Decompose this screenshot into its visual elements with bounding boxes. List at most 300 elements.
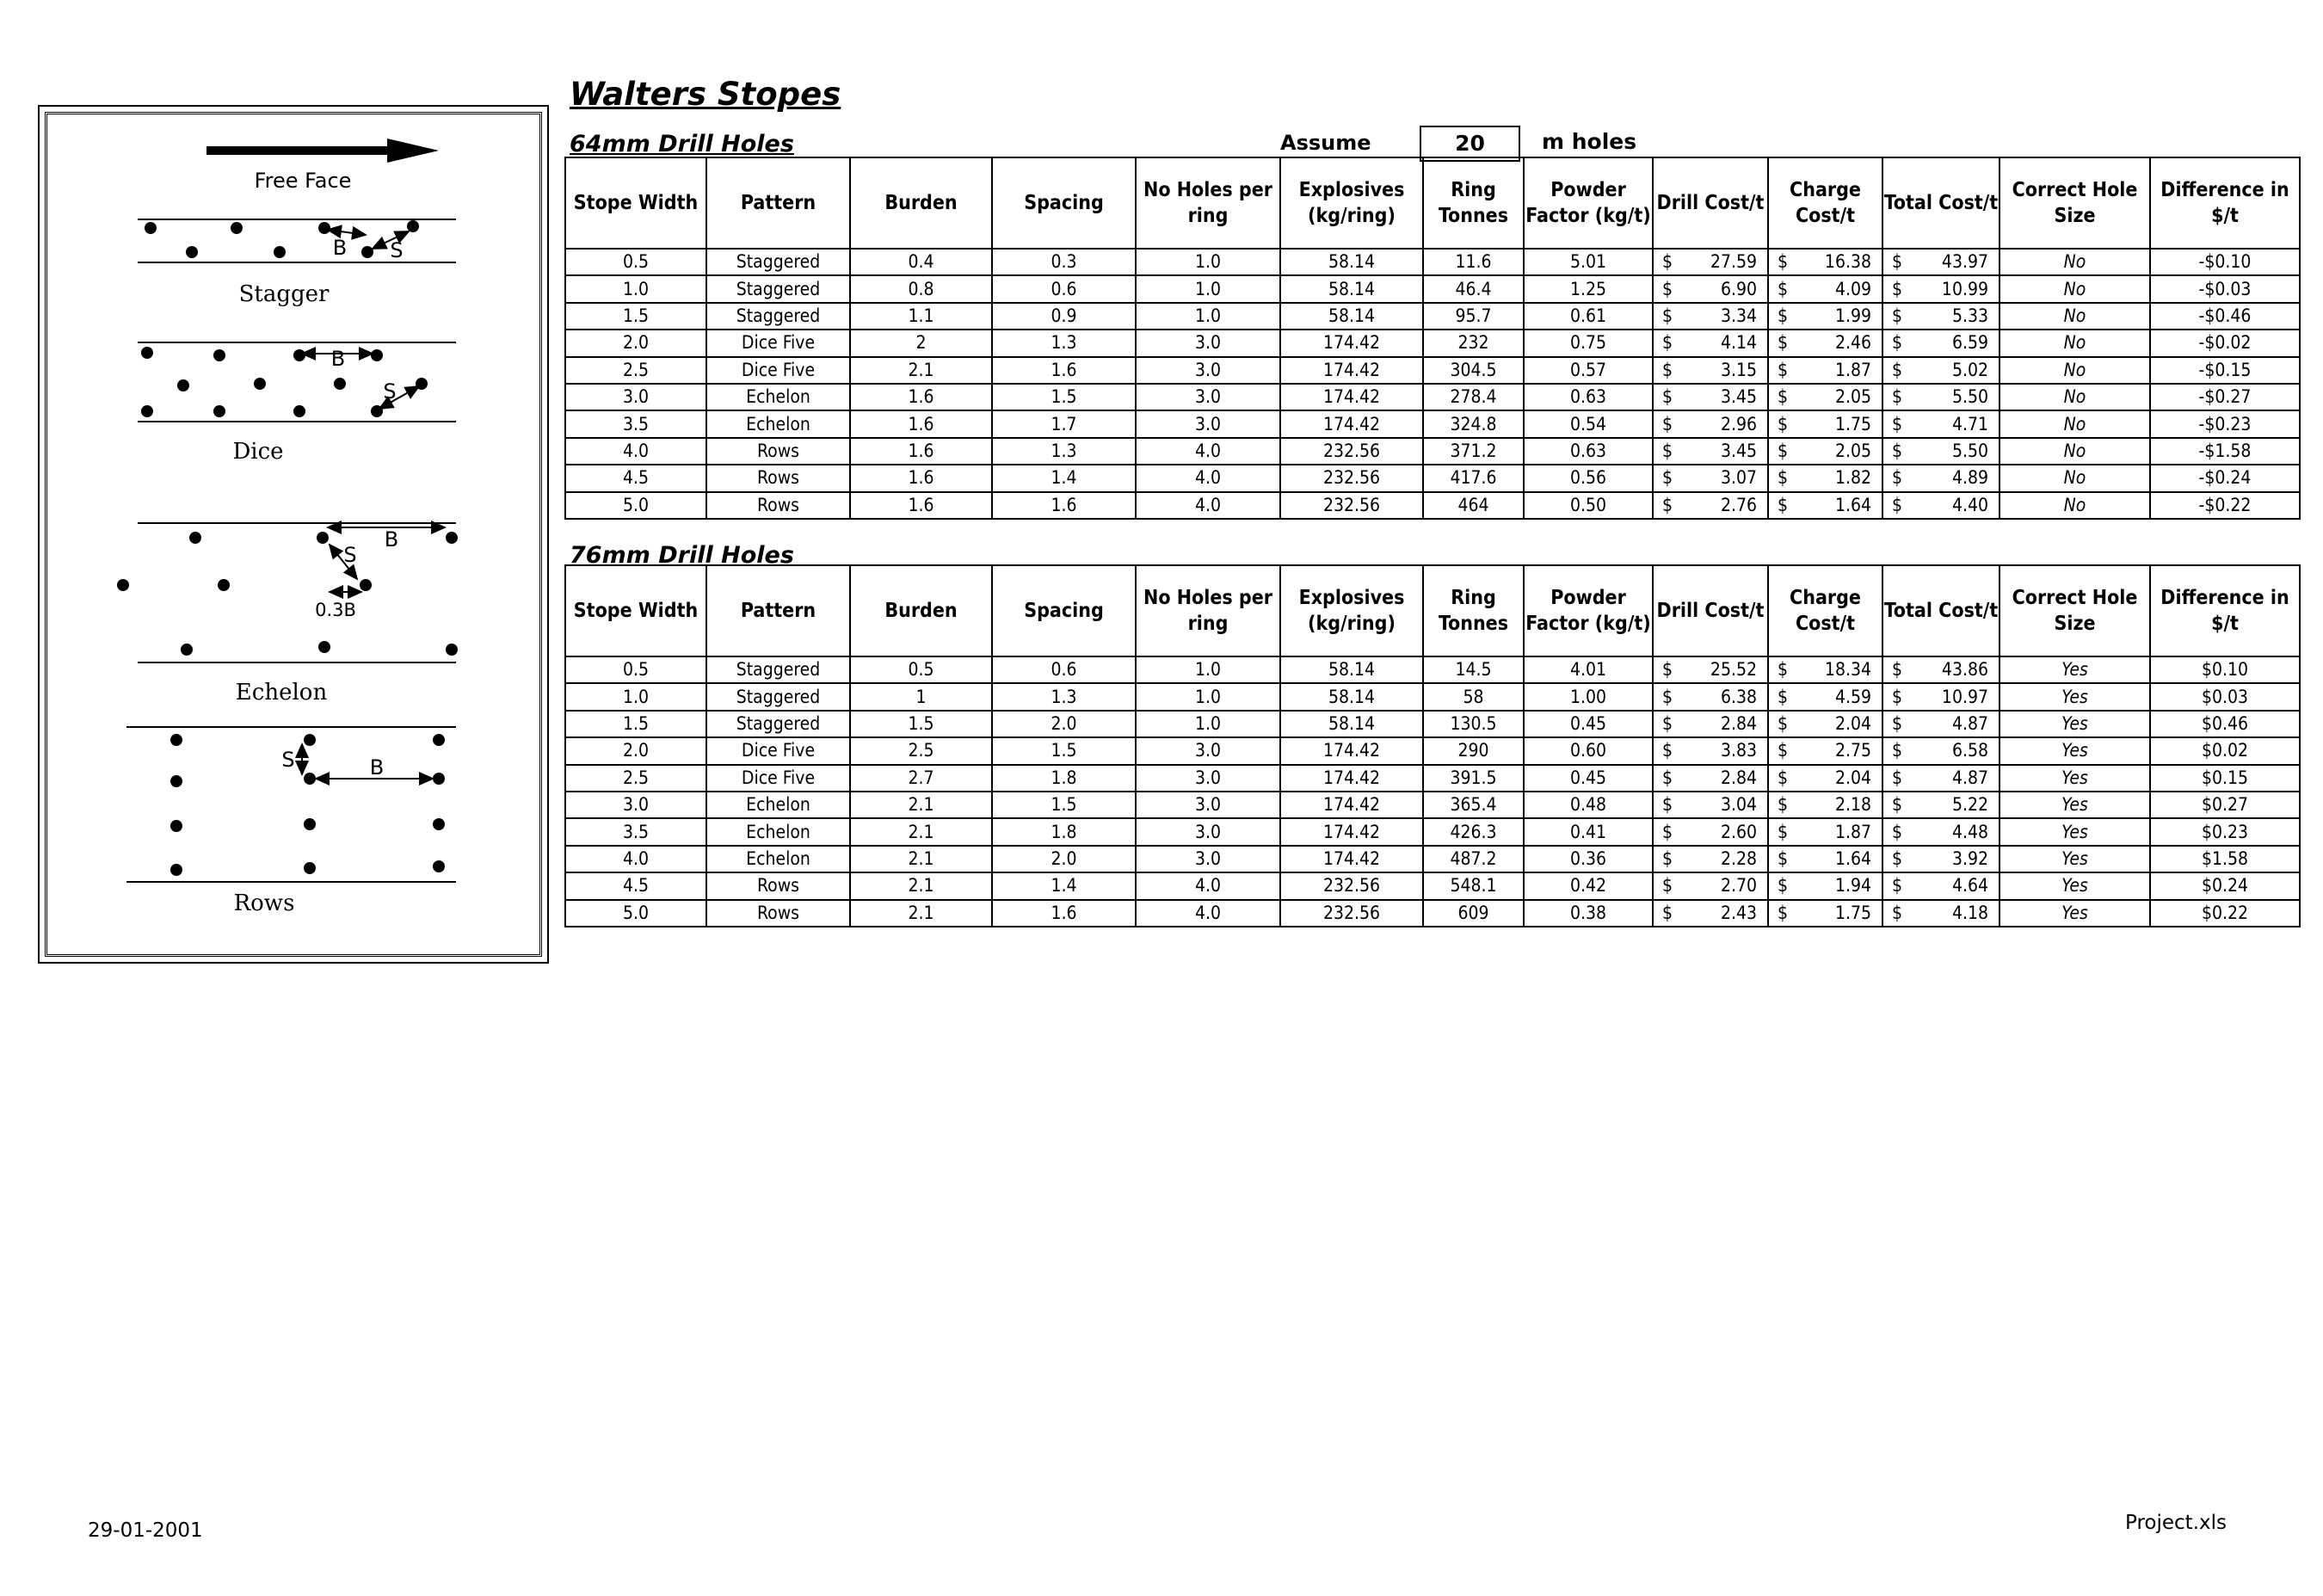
- cell-powder-factor[interactable]: 0.54: [1524, 410, 1653, 437]
- cell-stope-width[interactable]: 4.5: [565, 872, 706, 899]
- cell-correct-hole-size[interactable]: No: [2000, 303, 2150, 330]
- cell-total-cost[interactable]: [1882, 818, 2000, 845]
- cell-drill-cost[interactable]: [1653, 330, 1768, 356]
- cell-total-cost[interactable]: [1882, 683, 2000, 710]
- cell-burden[interactable]: 1.6: [850, 384, 992, 410]
- cell-correct-hole-size[interactable]: Yes: [2000, 900, 2150, 927]
- cell-correct-hole-size[interactable]: Yes: [2000, 792, 2150, 818]
- cell-total-cost[interactable]: [1882, 303, 2000, 330]
- cell-pattern[interactable]: Dice Five: [706, 330, 850, 356]
- cell-difference[interactable]: $0.27: [2150, 792, 2300, 818]
- cell-pattern[interactable]: Rows: [706, 900, 850, 927]
- currency-symbol: $: [1892, 413, 1903, 434]
- cell-drill-cost[interactable]: [1653, 711, 1768, 737]
- cell-charge-cost[interactable]: [1768, 357, 1882, 384]
- cell-holes-per-ring[interactable]: 3.0: [1136, 818, 1280, 845]
- cell-holes-per-ring[interactable]: 1.0: [1136, 303, 1280, 330]
- dice-spacing-symbol: S: [383, 379, 397, 404]
- cell-value: 10.99: [1941, 278, 1988, 299]
- cell-charge-cost[interactable]: [1768, 711, 1882, 737]
- cell-value: 3.45: [1720, 386, 1757, 408]
- cell-holes-per-ring[interactable]: 3.0: [1136, 846, 1280, 872]
- cell-charge-cost[interactable]: [1768, 872, 1882, 899]
- cell-difference[interactable]: $0.23: [2150, 818, 2300, 845]
- cell-charge-cost[interactable]: [1768, 792, 1882, 818]
- cell-burden[interactable]: 1.6: [850, 465, 992, 491]
- cell-correct-hole-size[interactable]: No: [2000, 249, 2150, 275]
- cell-pattern[interactable]: Echelon: [706, 792, 850, 818]
- cell-total-cost[interactable]: [1882, 357, 2000, 384]
- cell-total-cost[interactable]: [1882, 792, 2000, 818]
- cell-correct-hole-size[interactable]: Yes: [2000, 765, 2150, 792]
- cell-burden[interactable]: 1.6: [850, 492, 992, 519]
- cell-drill-cost[interactable]: [1653, 438, 1768, 465]
- cell-total-cost[interactable]: [1882, 872, 2000, 899]
- cell-holes-per-ring[interactable]: 4.0: [1136, 438, 1280, 465]
- cell-difference[interactable]: -$0.15: [2150, 357, 2300, 384]
- cell-correct-hole-size[interactable]: No: [2000, 492, 2150, 519]
- cell-ring-tonnes[interactable]: 46.4: [1423, 275, 1524, 302]
- table-row: [565, 900, 2300, 927]
- cell-value: 1.75: [1834, 902, 1871, 923]
- cell-difference[interactable]: $0.22: [2150, 900, 2300, 927]
- rows-label: Rows: [233, 890, 295, 916]
- cell-ring-tonnes[interactable]: 95.7: [1423, 303, 1524, 330]
- cell-ring-tonnes[interactable]: 417.6: [1423, 465, 1524, 491]
- cell-holes-per-ring[interactable]: 3.0: [1136, 737, 1280, 764]
- cell-charge-cost[interactable]: [1768, 249, 1882, 275]
- cell-charge-cost[interactable]: [1768, 438, 1882, 465]
- currency-symbol: $: [1892, 440, 1903, 461]
- cell-pattern[interactable]: Dice Five: [706, 737, 850, 764]
- cell-holes-per-ring[interactable]: 3.0: [1136, 410, 1280, 437]
- cell-ring-tonnes[interactable]: 426.3: [1423, 818, 1524, 845]
- cell-difference[interactable]: $1.58: [2150, 846, 2300, 872]
- cell-correct-hole-size[interactable]: Yes: [2000, 818, 2150, 845]
- cell-spacing[interactable]: 1.7: [992, 410, 1136, 437]
- cell-powder-factor[interactable]: 0.60: [1524, 737, 1653, 764]
- cell-holes-per-ring[interactable]: 1.0: [1136, 711, 1280, 737]
- cell-explosives[interactable]: 174.42: [1280, 384, 1423, 410]
- cell-drill-cost[interactable]: [1653, 656, 1768, 683]
- cell-ring-tonnes[interactable]: 324.8: [1423, 410, 1524, 437]
- cell-difference[interactable]: -$0.10: [2150, 249, 2300, 275]
- cell-drill-cost[interactable]: [1653, 765, 1768, 792]
- cell-total-cost[interactable]: [1882, 656, 2000, 683]
- cell-explosives[interactable]: 58.14: [1280, 711, 1423, 737]
- cell-holes-per-ring[interactable]: 1.0: [1136, 275, 1280, 302]
- cell-charge-cost[interactable]: [1768, 492, 1882, 519]
- cell-stope-width[interactable]: 4.5: [565, 465, 706, 491]
- table-row: [565, 249, 2300, 275]
- cell-stope-width[interactable]: 5.0: [565, 492, 706, 519]
- cell-ring-tonnes[interactable]: 548.1: [1423, 872, 1524, 899]
- cell-drill-cost[interactable]: [1653, 846, 1768, 872]
- cell-difference[interactable]: -$0.23: [2150, 410, 2300, 437]
- column-header-correct-hole-size: Correct Hole Size: [2000, 565, 2150, 656]
- cell-pattern[interactable]: Rows: [706, 872, 850, 899]
- cell-pattern[interactable]: Staggered: [706, 275, 850, 302]
- cell-explosives[interactable]: 58.14: [1280, 656, 1423, 683]
- currency-symbol: $: [1662, 902, 1673, 923]
- cell-burden[interactable]: 1.6: [850, 410, 992, 437]
- cell-difference[interactable]: $0.10: [2150, 656, 2300, 683]
- cell-powder-factor[interactable]: 0.56: [1524, 465, 1653, 491]
- currency-symbol: $: [1778, 278, 1789, 299]
- cell-explosives[interactable]: 174.42: [1280, 357, 1423, 384]
- cell-drill-cost[interactable]: [1653, 357, 1768, 384]
- cell-explosives[interactable]: 232.56: [1280, 438, 1423, 465]
- currency-symbol: $: [1892, 847, 1903, 869]
- cell-pattern[interactable]: Echelon: [706, 384, 850, 410]
- cell-powder-factor[interactable]: 4.01: [1524, 656, 1653, 683]
- cell-total-cost[interactable]: [1882, 438, 2000, 465]
- cell-pattern[interactable]: Echelon: [706, 846, 850, 872]
- cell-spacing[interactable]: 1.3: [992, 330, 1136, 356]
- cell-value: 1.99: [1834, 305, 1871, 326]
- cell-charge-cost[interactable]: [1768, 465, 1882, 491]
- cell-stope-width[interactable]: 2.5: [565, 357, 706, 384]
- cell-value: 1.64: [1834, 494, 1871, 515]
- cell-holes-per-ring[interactable]: 3.0: [1136, 792, 1280, 818]
- cell-value: 10.97: [1941, 686, 1988, 707]
- cell-explosives[interactable]: 232.56: [1280, 492, 1423, 519]
- cell-powder-factor[interactable]: 0.38: [1524, 900, 1653, 927]
- cell-correct-hole-size[interactable]: Yes: [2000, 656, 2150, 683]
- cell-spacing[interactable]: 2.0: [992, 711, 1136, 737]
- cell-ring-tonnes[interactable]: 304.5: [1423, 357, 1524, 384]
- cell-drill-cost[interactable]: [1653, 275, 1768, 302]
- cell-holes-per-ring[interactable]: 1.0: [1136, 656, 1280, 683]
- cell-correct-hole-size[interactable]: No: [2000, 357, 2150, 384]
- cell-stope-width[interactable]: 1.0: [565, 683, 706, 710]
- cell-explosives[interactable]: 232.56: [1280, 872, 1423, 899]
- cell-drill-cost[interactable]: [1653, 818, 1768, 845]
- cell-powder-factor[interactable]: 1.25: [1524, 275, 1653, 302]
- cell-value: 1.94: [1834, 875, 1871, 897]
- cell-spacing[interactable]: 1.6: [992, 492, 1136, 519]
- cell-value: 6.90: [1720, 278, 1757, 299]
- cell-pattern[interactable]: Staggered: [706, 683, 850, 710]
- cell-stope-width[interactable]: 1.0: [565, 275, 706, 302]
- cell-charge-cost[interactable]: [1768, 330, 1882, 356]
- cell-holes-per-ring[interactable]: 3.0: [1136, 765, 1280, 792]
- cell-spacing[interactable]: 1.6: [992, 357, 1136, 384]
- cell-correct-hole-size[interactable]: Yes: [2000, 872, 2150, 899]
- cell-pattern[interactable]: Rows: [706, 492, 850, 519]
- cell-stope-width[interactable]: 4.0: [565, 846, 706, 872]
- cell-holes-per-ring[interactable]: 3.0: [1136, 384, 1280, 410]
- rows-burden-symbol: B: [369, 755, 385, 780]
- cell-value: 6.38: [1720, 686, 1757, 707]
- cell-ring-tonnes[interactable]: 464: [1423, 492, 1524, 519]
- cell-drill-cost[interactable]: [1653, 683, 1768, 710]
- cell-total-cost[interactable]: [1882, 465, 2000, 491]
- cell-spacing[interactable]: 1.6: [992, 900, 1136, 927]
- cell-explosives[interactable]: 174.42: [1280, 737, 1423, 764]
- cell-charge-cost[interactable]: [1768, 384, 1882, 410]
- cell-ring-tonnes[interactable]: 232: [1423, 330, 1524, 356]
- cell-value: 5.50: [1951, 386, 1988, 408]
- drill-holes-76mm-table: [564, 564, 2301, 927]
- cell-stope-width[interactable]: 5.0: [565, 900, 706, 927]
- cell-holes-per-ring[interactable]: 4.0: [1136, 900, 1280, 927]
- table-row: [565, 792, 2300, 818]
- cell-charge-cost[interactable]: [1768, 656, 1882, 683]
- cell-holes-per-ring[interactable]: 4.0: [1136, 872, 1280, 899]
- cell-burden[interactable]: 0.8: [850, 275, 992, 302]
- cell-burden[interactable]: 2.1: [850, 818, 992, 845]
- cell-spacing[interactable]: 1.5: [992, 737, 1136, 764]
- cell-powder-factor[interactable]: 0.45: [1524, 765, 1653, 792]
- cell-explosives[interactable]: 58.14: [1280, 275, 1423, 302]
- cell-burden[interactable]: 2.7: [850, 765, 992, 792]
- cell-powder-factor[interactable]: 5.01: [1524, 249, 1653, 275]
- cell-spacing[interactable]: 1.5: [992, 792, 1136, 818]
- cell-powder-factor[interactable]: 0.61: [1524, 303, 1653, 330]
- cell-total-cost[interactable]: [1882, 900, 2000, 927]
- cell-drill-cost[interactable]: [1653, 303, 1768, 330]
- cell-explosives[interactable]: 174.42: [1280, 330, 1423, 356]
- cell-correct-hole-size[interactable]: No: [2000, 410, 2150, 437]
- cell-spacing[interactable]: 2.0: [992, 846, 1136, 872]
- cell-total-cost[interactable]: [1882, 492, 2000, 519]
- cell-charge-cost[interactable]: [1768, 303, 1882, 330]
- cell-drill-cost[interactable]: [1653, 249, 1768, 275]
- cell-burden[interactable]: 2.1: [850, 900, 992, 927]
- cell-pattern[interactable]: Echelon: [706, 818, 850, 845]
- cell-drill-cost[interactable]: [1653, 492, 1768, 519]
- cell-explosives[interactable]: 232.56: [1280, 465, 1423, 491]
- cell-charge-cost[interactable]: [1768, 818, 1882, 845]
- cell-stope-width[interactable]: 3.0: [565, 384, 706, 410]
- cell-powder-factor[interactable]: 0.42: [1524, 872, 1653, 899]
- cell-drill-cost[interactable]: [1653, 900, 1768, 927]
- cell-stope-width[interactable]: 1.5: [565, 711, 706, 737]
- cell-correct-hole-size[interactable]: Yes: [2000, 683, 2150, 710]
- cell-burden[interactable]: 1.6: [850, 438, 992, 465]
- cell-powder-factor[interactable]: 0.41: [1524, 818, 1653, 845]
- free-face-arrow-icon: [206, 139, 439, 163]
- cell-spacing[interactable]: 0.3: [992, 249, 1136, 275]
- cell-drill-cost[interactable]: [1653, 410, 1768, 437]
- cell-spacing[interactable]: 1.4: [992, 465, 1136, 491]
- cell-pattern[interactable]: Dice Five: [706, 357, 850, 384]
- cell-drill-cost[interactable]: [1653, 872, 1768, 899]
- cell-ring-tonnes[interactable]: 58: [1423, 683, 1524, 710]
- cell-spacing[interactable]: 0.9: [992, 303, 1136, 330]
- cell-spacing[interactable]: 0.6: [992, 275, 1136, 302]
- cell-drill-cost[interactable]: [1653, 384, 1768, 410]
- cell-value: 2.04: [1834, 767, 1871, 788]
- cell-pattern[interactable]: Staggered: [706, 711, 850, 737]
- cell-difference[interactable]: -$0.02: [2150, 330, 2300, 356]
- echelon-label: Echelon: [235, 680, 328, 706]
- cell-charge-cost[interactable]: [1768, 737, 1882, 764]
- cell-stope-width[interactable]: 1.5: [565, 303, 706, 330]
- cell-stope-width[interactable]: 2.0: [565, 330, 706, 356]
- cell-explosives[interactable]: 58.14: [1280, 303, 1423, 330]
- currency-symbol: $: [1892, 875, 1903, 897]
- cell-holes-per-ring[interactable]: 1.0: [1136, 249, 1280, 275]
- cell-explosives[interactable]: 174.42: [1280, 765, 1423, 792]
- cell-powder-factor[interactable]: 0.63: [1524, 384, 1653, 410]
- cell-pattern[interactable]: Rows: [706, 465, 850, 491]
- cell-correct-hole-size[interactable]: No: [2000, 330, 2150, 356]
- cell-ring-tonnes[interactable]: 278.4: [1423, 384, 1524, 410]
- cell-total-cost[interactable]: [1882, 711, 2000, 737]
- cell-correct-hole-size[interactable]: No: [2000, 465, 2150, 491]
- cell-stope-width[interactable]: 2.0: [565, 737, 706, 764]
- cell-pattern[interactable]: Staggered: [706, 656, 850, 683]
- cell-powder-factor[interactable]: 0.75: [1524, 330, 1653, 356]
- cell-difference[interactable]: -$0.24: [2150, 465, 2300, 491]
- cell-total-cost[interactable]: [1882, 765, 2000, 792]
- cell-stope-width[interactable]: 4.0: [565, 438, 706, 465]
- table-header-row: [565, 565, 2300, 656]
- table-row: [565, 765, 2300, 792]
- cell-spacing[interactable]: 1.5: [992, 384, 1136, 410]
- cell-difference[interactable]: -$0.27: [2150, 384, 2300, 410]
- cell-charge-cost[interactable]: [1768, 410, 1882, 437]
- cell-total-cost[interactable]: [1882, 275, 2000, 302]
- footer-date: 29-01-2001: [88, 1519, 203, 1542]
- cell-ring-tonnes[interactable]: 609: [1423, 900, 1524, 927]
- cell-total-cost[interactable]: [1882, 410, 2000, 437]
- cell-burden[interactable]: 1.5: [850, 711, 992, 737]
- cell-burden[interactable]: 0.4: [850, 249, 992, 275]
- cell-burden[interactable]: 2.1: [850, 792, 992, 818]
- cell-correct-hole-size[interactable]: Yes: [2000, 737, 2150, 764]
- cell-powder-factor[interactable]: 0.57: [1524, 357, 1653, 384]
- cell-holes-per-ring[interactable]: 4.0: [1136, 465, 1280, 491]
- cell-difference[interactable]: -$0.03: [2150, 275, 2300, 302]
- cell-explosives[interactable]: 174.42: [1280, 792, 1423, 818]
- currency-symbol: $: [1662, 494, 1673, 515]
- cell-explosives[interactable]: 232.56: [1280, 900, 1423, 927]
- cell-charge-cost[interactable]: [1768, 900, 1882, 927]
- cell-pattern[interactable]: Rows: [706, 438, 850, 465]
- cell-stope-width[interactable]: 0.5: [565, 249, 706, 275]
- cell-stope-width[interactable]: 0.5: [565, 656, 706, 683]
- cell-burden[interactable]: 2: [850, 330, 992, 356]
- cell-pattern[interactable]: Staggered: [706, 249, 850, 275]
- cell-holes-per-ring[interactable]: 4.0: [1136, 492, 1280, 519]
- cell-spacing[interactable]: 1.3: [992, 438, 1136, 465]
- cell-burden[interactable]: 2.5: [850, 737, 992, 764]
- cell-ring-tonnes[interactable]: 371.2: [1423, 438, 1524, 465]
- cell-spacing[interactable]: 1.8: [992, 765, 1136, 792]
- cell-charge-cost[interactable]: [1768, 275, 1882, 302]
- cell-total-cost[interactable]: [1882, 249, 2000, 275]
- cell-explosives[interactable]: 58.14: [1280, 249, 1423, 275]
- currency-symbol: $: [1778, 494, 1789, 515]
- cell-difference[interactable]: $0.02: [2150, 737, 2300, 764]
- assume-hole-length-cell[interactable]: 20: [1420, 126, 1520, 162]
- cell-explosives[interactable]: 58.14: [1280, 683, 1423, 710]
- cell-charge-cost[interactable]: [1768, 765, 1882, 792]
- cell-correct-hole-size[interactable]: No: [2000, 275, 2150, 302]
- cell-ring-tonnes[interactable]: 391.5: [1423, 765, 1524, 792]
- cell-stope-width[interactable]: 2.5: [565, 765, 706, 792]
- cell-powder-factor[interactable]: 0.50: [1524, 492, 1653, 519]
- cell-value: 5.50: [1951, 440, 1988, 461]
- cell-powder-factor[interactable]: 0.48: [1524, 792, 1653, 818]
- cell-total-cost[interactable]: [1882, 384, 2000, 410]
- cell-burden[interactable]: 1: [850, 683, 992, 710]
- cell-ring-tonnes[interactable]: 487.2: [1423, 846, 1524, 872]
- cell-ring-tonnes[interactable]: 11.6: [1423, 249, 1524, 275]
- cell-correct-hole-size[interactable]: No: [2000, 384, 2150, 410]
- cell-ring-tonnes[interactable]: 14.5: [1423, 656, 1524, 683]
- cell-holes-per-ring[interactable]: 3.0: [1136, 330, 1280, 356]
- cell-burden[interactable]: 1.1: [850, 303, 992, 330]
- cell-difference[interactable]: -$0.22: [2150, 492, 2300, 519]
- cell-pattern[interactable]: Echelon: [706, 410, 850, 437]
- column-header-stope-width: Stope Width: [565, 157, 706, 249]
- cell-difference[interactable]: $0.03: [2150, 683, 2300, 710]
- cell-explosives[interactable]: 174.42: [1280, 846, 1423, 872]
- cell-difference[interactable]: -$0.46: [2150, 303, 2300, 330]
- cell-powder-factor[interactable]: 0.36: [1524, 846, 1653, 872]
- cell-stope-width[interactable]: 3.5: [565, 818, 706, 845]
- cell-spacing[interactable]: 1.8: [992, 818, 1136, 845]
- cell-holes-per-ring[interactable]: 1.0: [1136, 683, 1280, 710]
- cell-powder-factor[interactable]: 1.00: [1524, 683, 1653, 710]
- cell-difference[interactable]: $0.15: [2150, 765, 2300, 792]
- cell-burden[interactable]: 2.1: [850, 846, 992, 872]
- cell-difference[interactable]: -$1.58: [2150, 438, 2300, 465]
- cell-correct-hole-size[interactable]: Yes: [2000, 846, 2150, 872]
- cell-drill-cost[interactable]: [1653, 465, 1768, 491]
- currency-symbol: $: [1778, 902, 1789, 923]
- cell-charge-cost[interactable]: [1768, 683, 1882, 710]
- cell-spacing[interactable]: 1.3: [992, 683, 1136, 710]
- cell-powder-factor[interactable]: 0.45: [1524, 711, 1653, 737]
- cell-burden[interactable]: 0.5: [850, 656, 992, 683]
- cell-drill-cost[interactable]: [1653, 737, 1768, 764]
- cell-correct-hole-size[interactable]: No: [2000, 438, 2150, 465]
- cell-explosives[interactable]: 174.42: [1280, 818, 1423, 845]
- cell-difference[interactable]: $0.24: [2150, 872, 2300, 899]
- cell-spacing[interactable]: 0.6: [992, 656, 1136, 683]
- cell-charge-cost[interactable]: [1768, 846, 1882, 872]
- cell-total-cost[interactable]: [1882, 330, 2000, 356]
- cell-ring-tonnes[interactable]: 365.4: [1423, 792, 1524, 818]
- cell-correct-hole-size[interactable]: Yes: [2000, 711, 2150, 737]
- cell-value: 5.22: [1951, 794, 1988, 816]
- cell-powder-factor[interactable]: 0.63: [1524, 438, 1653, 465]
- cell-spacing[interactable]: 1.4: [992, 872, 1136, 899]
- cell-drill-cost[interactable]: [1653, 792, 1768, 818]
- cell-stope-width[interactable]: 3.0: [565, 792, 706, 818]
- cell-ring-tonnes[interactable]: 290: [1423, 737, 1524, 764]
- cell-total-cost[interactable]: [1882, 846, 2000, 872]
- cell-total-cost[interactable]: [1882, 737, 2000, 764]
- cell-ring-tonnes[interactable]: 130.5: [1423, 711, 1524, 737]
- cell-burden[interactable]: 2.1: [850, 357, 992, 384]
- cell-holes-per-ring[interactable]: 3.0: [1136, 357, 1280, 384]
- column-header-holes-per-ring: No Holes per ring: [1136, 157, 1280, 249]
- cell-burden[interactable]: 2.1: [850, 872, 992, 899]
- cell-pattern[interactable]: Dice Five: [706, 765, 850, 792]
- cell-value: 2.43: [1720, 902, 1757, 923]
- cell-pattern[interactable]: Staggered: [706, 303, 850, 330]
- currency-symbol: $: [1778, 386, 1789, 408]
- cell-difference[interactable]: $0.46: [2150, 711, 2300, 737]
- cell-explosives[interactable]: 174.42: [1280, 410, 1423, 437]
- cell-stope-width[interactable]: 3.5: [565, 410, 706, 437]
